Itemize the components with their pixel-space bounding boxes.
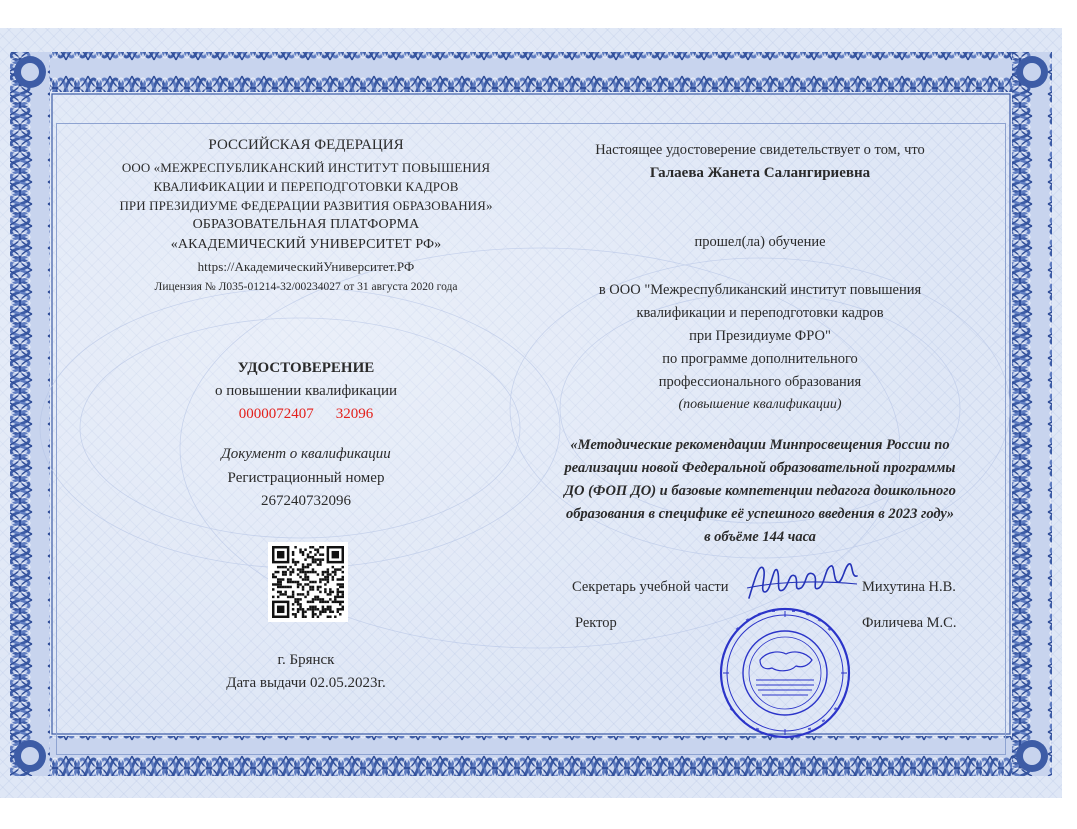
course-line-2: реализации новой Федеральной образовательной программы (564, 460, 956, 476)
document-kind: Документ о квалификации (221, 446, 391, 462)
rector-title: Ректор (575, 615, 617, 631)
issue-city: г. Брянск (277, 652, 335, 668)
intro-text: Настоящее удостоверение свидетельствует о том, что (595, 142, 925, 158)
institution-line-2: квалификации и переподготовки кадров (636, 305, 884, 321)
number-id: 32096 (335, 406, 374, 422)
certificate (0, 28, 1062, 798)
platform-line-2: «АКАДЕМИЧЕСКИЙ УНИВЕРСИТЕТ РФ» (170, 237, 442, 252)
country-heading: РОССИЙСКАЯ ФЕДЕРАЦИЯ (208, 137, 404, 153)
program-kind: (повышение квалификации) (678, 397, 842, 412)
recipient-name: Галаева Жанета Салангириевна (649, 165, 871, 181)
course-line-1: «Методические рекомендации Минпросвещения России по (570, 437, 950, 453)
org-line-1: ООО «МЕЖРЕСПУБЛИКАНСКИЙ ИНСТИТУТ ПОВЫШЕНИЯ (121, 160, 491, 175)
org-line-3: ПРИ ПРЕЗИДИУМЕ ФЕДЕРАЦИИ РАЗВИТИЯ ОБРАЗОВАНИЯ» (119, 198, 493, 213)
institution-line-1: в ООО "Межреспубликанский институт повышения (598, 282, 922, 298)
course-hours: в объёме 144 часа (704, 529, 816, 545)
org-line-2: КВАЛИФИКАЦИИ И ПЕРЕПОДГОТОВКИ КАДРОВ (153, 179, 459, 194)
license-line: Лицензия № Л035-01214-32/00234027 от 31 августа 2020 года (154, 281, 458, 293)
platform-url: https://АкадемическийУниверситет.РФ (197, 259, 415, 274)
document-subtitle: о повышении квалификации (215, 383, 397, 399)
qr-code-image (272, 546, 344, 618)
registration-label: Регистрационный номер (227, 470, 385, 486)
institution-line-3: при Президиуме ФРО" (689, 328, 831, 344)
training-status: прошел(ла) обучение (694, 234, 826, 250)
document-title: УДОСТОВЕРЕНИЕ (237, 360, 375, 376)
program-line-1: по программе дополнительного (662, 351, 858, 367)
platform-line-1: ОБРАЗОВАТЕЛЬНАЯ ПЛАТФОРМА (192, 217, 420, 232)
course-line-4: образования в специфике её успешного введения в 2023 году» (565, 506, 955, 522)
program-line-2: профессионального образования (658, 374, 862, 390)
secretary-name: Михутина Н.В. (862, 579, 956, 595)
secretary-title: Секретарь учебной части (572, 579, 729, 595)
document-number (100, 406, 512, 423)
issue-date: Дата выдачи 02.05.2023г. (226, 675, 386, 691)
rector-name: Филичева М.С. (862, 615, 957, 631)
registration-number: 267240732096 (261, 493, 351, 509)
qr-code (268, 542, 348, 622)
seal-stamp (712, 598, 858, 748)
number-series: 0000072407 (238, 406, 314, 422)
course-line-3: ДО (ФОП ДО) и базовые компетенции педагога дошкольного (564, 483, 956, 499)
